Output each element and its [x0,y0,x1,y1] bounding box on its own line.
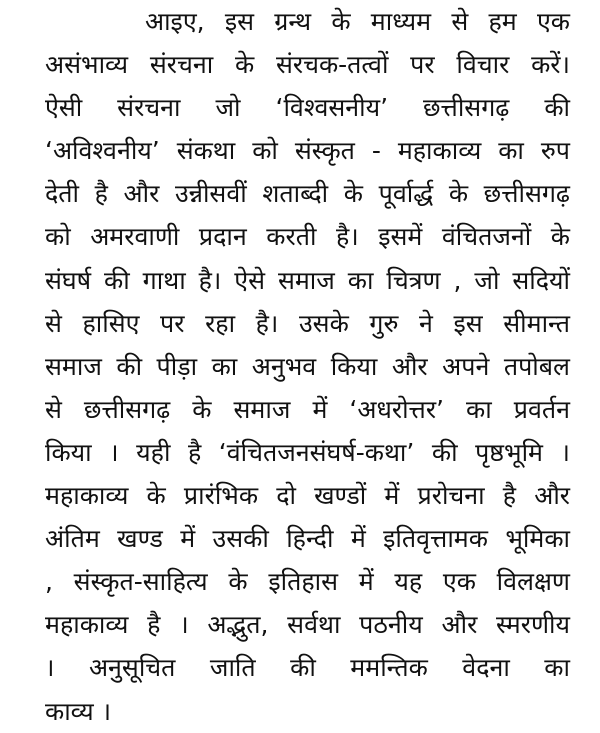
paragraph-line: काव्य । [45,696,112,726]
document-paragraph [45,0,570,733]
paragraph-line: को अमरवाणी प्रदान करती है। इसमें वंचितजनों के [45,222,570,252]
paragraph-line: असंभाव्य संरचना के संरचक-तत्वों पर विचार करें। [45,50,570,80]
paragraph-line: ऐसी संरचना जो ‘विश्वसनीय’ छत्तीसगढ़ की [45,93,570,123]
paragraph-line: किया । यही है ‘वंचितजनसंघर्ष-कथा’ की पृष्ठभूमि । [45,437,570,467]
paragraph-line: । अनुसूचित जाति की ममन्तिक वेदना का [45,653,570,683]
paragraph-line: देती है और उन्नीसवीं शताब्दी के पूर्वार्द्ध के छत्तीसगढ़ [45,179,570,209]
paragraph-line: , संस्कृत-साहित्य के इतिहास में यह एक विलक्षण [45,567,570,597]
paragraph-line: संघर्ष की गाथा है। ऐसे समाज का चित्रण , जो सदियों [45,265,570,295]
paragraph-line: समाज की पीड़ा का अनुभव किया और अपने तपोबल [45,351,570,381]
paragraph-line: अंतिम खण्ड में उसकी हिन्दी में इतिवृत्तामक भूमिका [45,524,570,554]
paragraph-line: से छत्तीसगढ़ के समाज में ‘अधरोत्तर’ का प्रवर्तन [45,394,570,424]
paragraph-line: आइए, इस ग्रन्थ के माध्यम से हम एक [145,7,570,36]
paragraph-line: महाकाव्य है । अद्भुत, सर्वथा पठनीय और स्मरणीय [45,610,570,640]
paragraph-line: से हासिए पर रहा है। उसके गुरु ने इस सीमान्त [45,308,570,338]
paragraph-line: ‘अविश्वनीय’ संकथा को संस्कृत - महाकाव्य का रुप [45,136,570,166]
paragraph-line: महाकाव्य के प्रारंभिक दो खण्डों में प्ररोचना है और [45,481,570,511]
